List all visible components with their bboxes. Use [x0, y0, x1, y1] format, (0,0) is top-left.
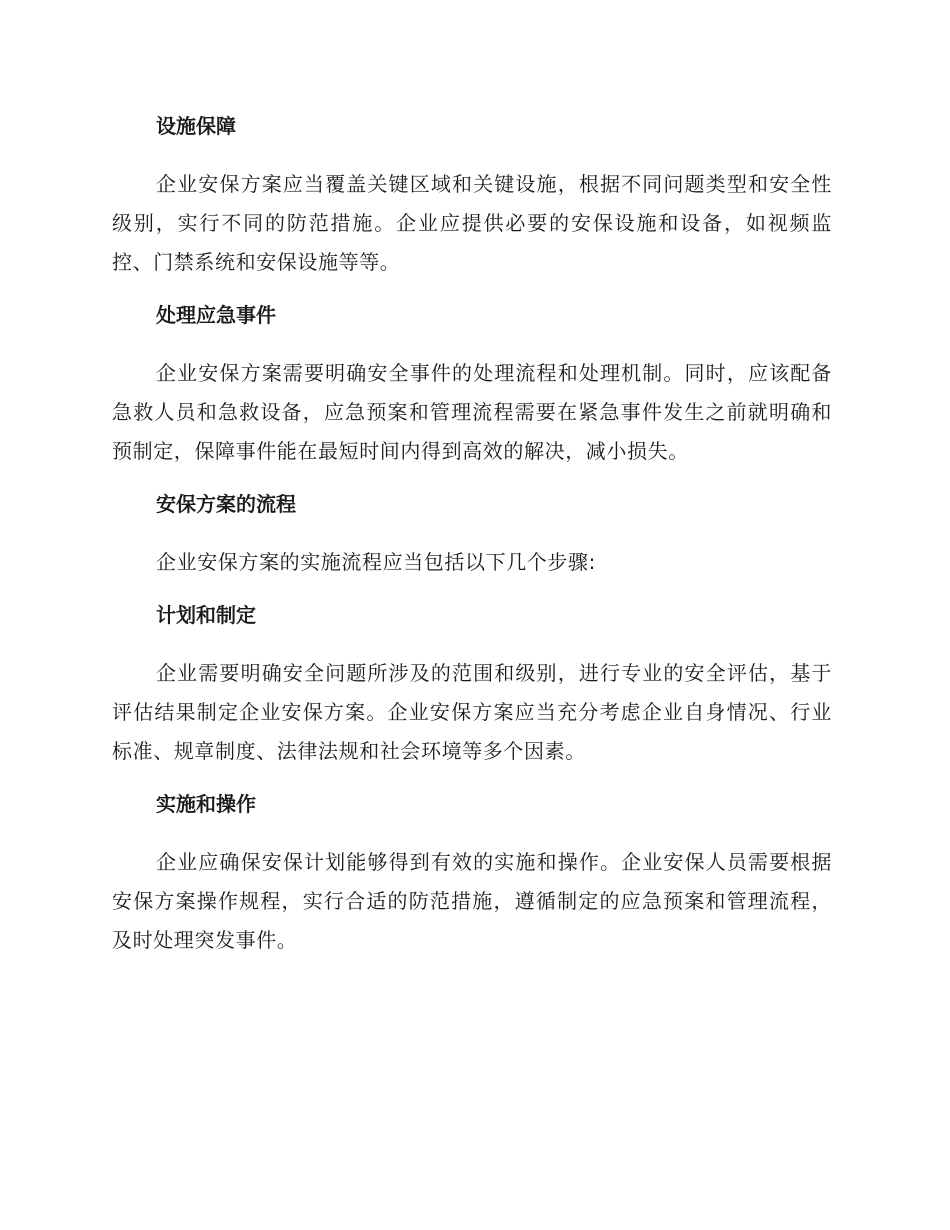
section-heading-process: 安保方案的流程: [156, 492, 296, 516]
section-heading-facilities: 设施保障: [156, 114, 236, 138]
section-heading-emergency: 处理应急事件: [156, 303, 276, 327]
section-heading-planning: 计划和制定: [156, 603, 256, 627]
section-heading-implementation: 实施和操作: [156, 792, 256, 816]
section-paragraph-emergency: 企业安保方案需要明确安全事件的处理流程和处理机制。同时，应该配备急救人员和急救设备，应急预案和管理流程需要在紧急事件发生之前就明确和预制定，保障事件能在最短时间内得到高效的解决，减小损失。: [112, 361, 832, 463]
section-paragraph-process: 企业安保方案的实施流程应当包括以下几个步骤:: [156, 550, 596, 574]
document-body: [112, 108, 832, 960]
section-paragraph-implementation: 企业应确保安保计划能够得到有效的实施和操作。企业安保人员需要根据安保方案操作规程，实行合适的防范措施，遵循制定的应急预案和管理流程，及时处理突发事件。: [112, 850, 832, 952]
section-paragraph-facilities: 企业安保方案应当覆盖关键区域和关键设施，根据不同问题类型和安全性级别，实行不同的防范措施。企业应提供必要的安保设施和设备，如视频监控、门禁系统和安保设施等等。: [112, 172, 832, 274]
section-paragraph-planning: 企业需要明确安全问题所涉及的范围和级别，进行专业的安全评估，基于评估结果制定企业安保方案。企业安保方案应当充分考虑企业自身情况、行业标准、规章制度、法律法规和社会环境等多个因素。: [112, 661, 832, 763]
